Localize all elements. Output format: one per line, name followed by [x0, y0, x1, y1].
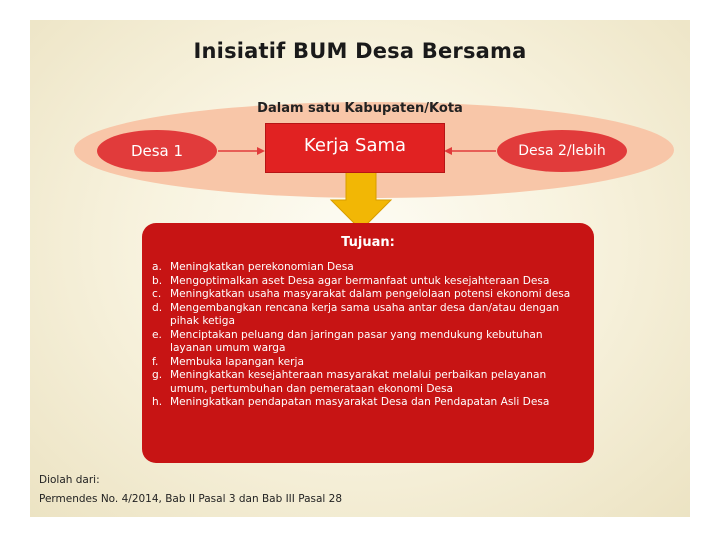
node-kerja-sama: Kerja Sama: [265, 123, 445, 173]
node-desa-1: Desa 1: [97, 130, 217, 172]
goal-item: [152, 261, 584, 275]
goal-item-text: Mengoptimalkan aset Desa agar bermanfaat untuk kesejahteraan Desa: [170, 274, 550, 287]
goal-item-text: Membuka lapangan kerja: [170, 355, 304, 368]
goal-item-label: b.: [152, 274, 163, 287]
goal-item-label: c.: [152, 288, 162, 300]
source-label: Diolah dari:: [39, 474, 100, 486]
arrowhead-right: [257, 147, 265, 155]
goal-item: [152, 275, 584, 289]
goal-item-label: f.: [152, 355, 159, 368]
goal-item: [152, 369, 584, 396]
goal-item: [152, 329, 584, 356]
goals-list: [152, 261, 584, 410]
goal-item-label: d.: [152, 301, 163, 314]
goals-heading: Tujuan:: [341, 235, 395, 250]
goal-item-text: Mengembangkan rencana kerja sama usaha antar desa dan/atau dengan pihak ketiga: [170, 301, 560, 327]
down-arrow: [331, 165, 391, 230]
goal-item-text: Meningkatkan pendapatan masyarakat Desa dan Pendapatan Asli Desa: [170, 396, 550, 408]
region-label: Dalam satu Kabupaten/Kota: [257, 101, 463, 116]
goal-item: [152, 396, 584, 410]
goal-item-label: a.: [152, 261, 162, 273]
goal-item-text: Meningkatkan kesejahteraan masyarakat melalui perbaikan pelayanan umum, pertumbuhan dan pemerataan ekonomi Desa: [170, 369, 547, 395]
goal-item-text: Menciptakan peluang dan jaringan pasar yang mendukung kebutuhan layanan umum warga: [170, 328, 543, 354]
slide-title: Inisiatif BUM Desa Bersama: [193, 39, 527, 63]
source-note: [39, 471, 342, 509]
goal-item-label: h.: [152, 396, 163, 408]
slide: [30, 20, 690, 517]
goal-item-text: Meningkatkan usaha masyarakat dalam pengelolaan potensi ekonomi desa: [170, 288, 571, 300]
goal-item-label: g.: [152, 369, 163, 381]
goal-item: [152, 356, 584, 370]
goal-item: [152, 302, 584, 329]
goal-item-text: Meningkatkan perekonomian Desa: [170, 261, 354, 273]
goals-panel: [142, 223, 594, 463]
node-desa-2: Desa 2/lebih: [497, 130, 627, 172]
arrowhead-left: [444, 147, 452, 155]
goal-item-label: e.: [152, 328, 162, 341]
source-citation: Permendes No. 4/2014, Bab II Pasal 3 dan Bab III Pasal 28: [39, 493, 343, 505]
goal-item: [152, 288, 584, 302]
